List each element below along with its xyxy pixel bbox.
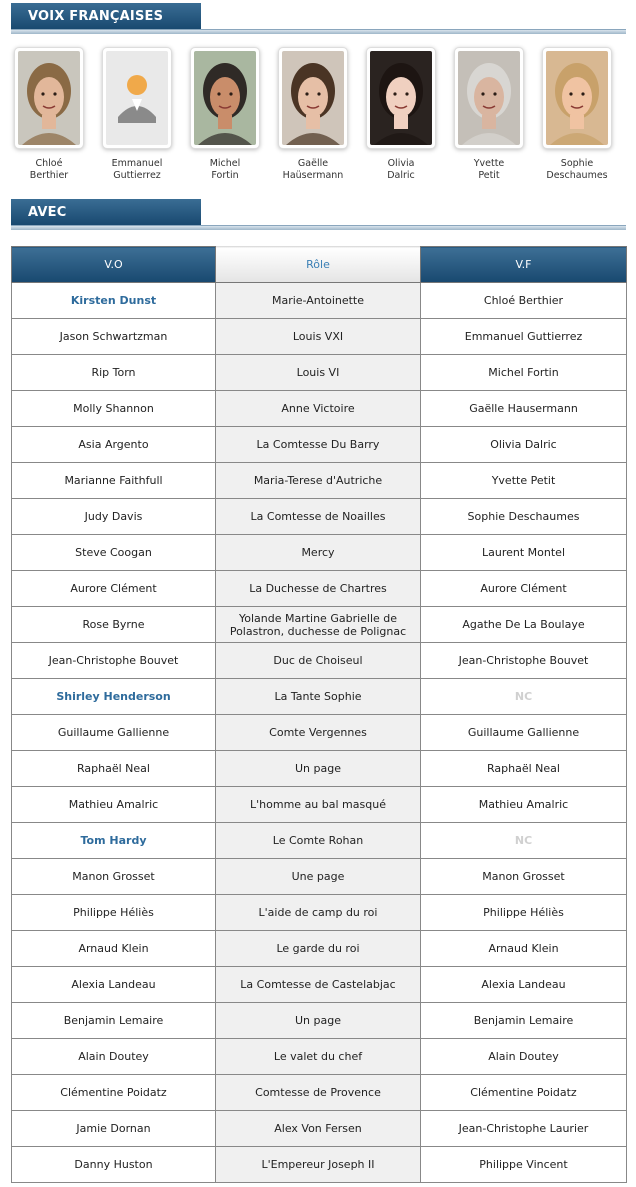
voice-actor-card[interactable] (451, 47, 527, 182)
voice-actor-name[interactable] (187, 158, 263, 182)
cell-role: Anne Victoire (216, 391, 421, 427)
voice-actor-name[interactable] (99, 158, 175, 182)
cell-vo: Manon Grosset (12, 859, 216, 895)
cell-vo: Asia Argento (12, 427, 216, 463)
table-row (12, 499, 627, 535)
voice-actor-name[interactable] (451, 158, 527, 182)
voice-actor-last-name: Dalric (387, 170, 415, 181)
voice-actor-first-name: Chloé (35, 158, 63, 169)
cell-role: La Tante Sophie (216, 679, 421, 715)
table-row (12, 1003, 627, 1039)
cell-role: Une page (216, 859, 421, 895)
voice-actor-photo-frame[interactable] (542, 47, 612, 149)
section-header-voix (11, 3, 626, 33)
cell-vo: Arnaud Klein (12, 931, 216, 967)
cell-role: Un page (216, 1003, 421, 1039)
cell-vo: Marianne Faithfull (12, 463, 216, 499)
column-header-role: Rôle (216, 247, 421, 283)
voice-actor-first-name: Michel (209, 158, 241, 169)
cell-role: Marie-Antoinette (216, 283, 421, 319)
table-row (12, 679, 627, 715)
cell-vf: Aurore Clément (421, 571, 627, 607)
table-row (12, 859, 627, 895)
actor-portrait (458, 51, 520, 145)
cell-vo: Alain Doutey (12, 1039, 216, 1075)
cell-role: La Duchesse de Chartres (216, 571, 421, 607)
cell-vf: Yvette Petit (421, 463, 627, 499)
table-row (12, 931, 627, 967)
cell-role: Comte Vergennes (216, 715, 421, 751)
cell-vf: Philippe Héliès (421, 895, 627, 931)
cell-role: Un page (216, 751, 421, 787)
cell-vo: Mathieu Amalric (12, 787, 216, 823)
cell-vo: Aurore Clément (12, 571, 216, 607)
voice-actor-first-name: Olivia (387, 158, 415, 169)
cell-vo: Raphaël Neal (12, 751, 216, 787)
cell-vf: Chloé Berthier (421, 283, 627, 319)
cell-vo[interactable]: Tom Hardy (12, 823, 216, 859)
cell-role: L'homme au bal masqué (216, 787, 421, 823)
cell-role: L'Empereur Joseph II (216, 1147, 421, 1183)
cell-vf: Laurent Montel (421, 535, 627, 571)
section-title-avec: AVEC (11, 199, 201, 227)
table-row (12, 967, 627, 1003)
cell-vf: Manon Grosset (421, 859, 627, 895)
cell-role: Alex Von Fersen (216, 1111, 421, 1147)
voice-actor-photo-frame[interactable] (366, 47, 436, 149)
actor-portrait (194, 51, 256, 145)
table-row (12, 1075, 627, 1111)
cell-role: Yolande Martine Gabrielle de Polastron, duchesse de Polignac (216, 607, 421, 643)
voice-actor-name[interactable] (539, 158, 615, 182)
voice-actor-first-name: Gaëlle (297, 158, 329, 169)
cell-role: La Comtesse de Castelabjac (216, 967, 421, 1003)
cell-vf: NC (421, 679, 627, 715)
cell-vf: Philippe Vincent (421, 1147, 627, 1183)
voice-actors-gallery (11, 47, 626, 193)
section-divider (11, 225, 626, 230)
voice-actor-card[interactable] (187, 47, 263, 182)
section-divider (11, 29, 626, 34)
cell-vf: Jean-Christophe Laurier (421, 1111, 627, 1147)
cell-role: Mercy (216, 535, 421, 571)
voice-actor-photo-frame[interactable] (278, 47, 348, 149)
cell-vf: Mathieu Amalric (421, 787, 627, 823)
column-header-vf: V.F (421, 247, 627, 283)
default-avatar-icon (106, 51, 168, 145)
table-row (12, 895, 627, 931)
voice-actor-first-name: Sophie (560, 158, 594, 169)
actor-portrait (370, 51, 432, 145)
table-row (12, 1147, 627, 1183)
cell-vf: Clémentine Poidatz (421, 1075, 627, 1111)
voice-actor-last-name: Guttierrez (113, 170, 161, 181)
voice-actor-card[interactable] (275, 47, 351, 182)
voice-actor-photo-frame[interactable] (102, 47, 172, 149)
table-row (12, 715, 627, 751)
cell-role: Le Comte Rohan (216, 823, 421, 859)
table-row (12, 607, 627, 643)
cell-role: La Comtesse de Noailles (216, 499, 421, 535)
cell-vo: Alexia Landeau (12, 967, 216, 1003)
cell-vf: Michel Fortin (421, 355, 627, 391)
cell-vf: Alain Doutey (421, 1039, 627, 1075)
cell-vo: Benjamin Lemaire (12, 1003, 216, 1039)
column-header-vo: V.O (12, 247, 216, 283)
voice-actor-first-name: Emmanuel (111, 158, 163, 169)
section-header-avec (11, 199, 626, 229)
cell-vo: Rose Byrne (12, 607, 216, 643)
table-row (12, 319, 627, 355)
cell-vf: Emmanuel Guttierrez (421, 319, 627, 355)
cell-vf: Benjamin Lemaire (421, 1003, 627, 1039)
cell-vo[interactable]: Kirsten Dunst (12, 283, 216, 319)
voice-actor-photo-frame[interactable] (454, 47, 524, 149)
actor-portrait (282, 51, 344, 145)
cell-vo: Guillaume Gallienne (12, 715, 216, 751)
table-row (12, 1111, 627, 1147)
voice-actor-card[interactable] (11, 47, 87, 182)
cell-vo: Steve Coogan (12, 535, 216, 571)
cell-role: Louis VI (216, 355, 421, 391)
cell-vf: Gaëlle Hausermann (421, 391, 627, 427)
cell-vf: Olivia Dalric (421, 427, 627, 463)
cell-vf: Guillaume Gallienne (421, 715, 627, 751)
voice-actor-last-name: Petit (478, 170, 500, 181)
voice-actor-last-name: Berthier (29, 170, 69, 181)
cell-vf: Sophie Deschaumes (421, 499, 627, 535)
voice-actor-first-name: Yvette (473, 158, 505, 169)
voice-actor-last-name: Haüsermann (282, 170, 344, 181)
voice-actor-photo-frame[interactable] (14, 47, 84, 149)
cell-role: La Comtesse Du Barry (216, 427, 421, 463)
cell-role: Le valet du chef (216, 1039, 421, 1075)
table-row (12, 535, 627, 571)
cell-vo: Jamie Dornan (12, 1111, 216, 1147)
voice-actor-name[interactable] (275, 158, 351, 182)
cell-vf: Arnaud Klein (421, 931, 627, 967)
cast-table (11, 246, 627, 1183)
cell-vf: Agathe De La Boulaye (421, 607, 627, 643)
table-row (12, 355, 627, 391)
section-title-voix: VOIX FRANÇAISES (11, 3, 201, 31)
voice-actor-last-name: Deschaumes (546, 170, 608, 181)
table-row (12, 391, 627, 427)
cell-role: Duc de Choiseul (216, 643, 421, 679)
cell-role: Le garde du roi (216, 931, 421, 967)
cell-vf: Alexia Landeau (421, 967, 627, 1003)
table-row (12, 571, 627, 607)
table-row (12, 1039, 627, 1075)
cell-vf: Jean-Christophe Bouvet (421, 643, 627, 679)
cell-vo: Clémentine Poidatz (12, 1075, 216, 1111)
voice-actor-last-name: Fortin (211, 170, 239, 181)
actor-portrait (18, 51, 80, 145)
cell-role: Comtesse de Provence (216, 1075, 421, 1111)
voice-actor-name[interactable] (363, 158, 439, 182)
cell-vf: NC (421, 823, 627, 859)
voice-actor-card[interactable] (363, 47, 439, 182)
table-row (12, 751, 627, 787)
table-row (12, 643, 627, 679)
cell-role: L'aide de camp du roi (216, 895, 421, 931)
cast-table-header (12, 247, 627, 283)
cell-vo: Philippe Héliès (12, 895, 216, 931)
voice-actor-name[interactable] (11, 158, 87, 182)
cell-vo: Danny Huston (12, 1147, 216, 1183)
voice-actor-card[interactable] (99, 47, 175, 182)
table-row (12, 463, 627, 499)
cell-vo[interactable]: Shirley Henderson (12, 679, 216, 715)
cell-vo: Jean-Christophe Bouvet (12, 643, 216, 679)
voice-actor-photo-frame[interactable] (190, 47, 260, 149)
table-row (12, 823, 627, 859)
voice-actor-card[interactable] (539, 47, 615, 182)
cell-vo: Rip Torn (12, 355, 216, 391)
cell-role: Louis VXI (216, 319, 421, 355)
cell-vo: Judy Davis (12, 499, 216, 535)
table-row (12, 787, 627, 823)
cell-role: Maria-Terese d'Autriche (216, 463, 421, 499)
actor-portrait (546, 51, 608, 145)
table-row (12, 283, 627, 319)
cell-vf: Raphaël Neal (421, 751, 627, 787)
table-row (12, 427, 627, 463)
cell-vo: Jason Schwartzman (12, 319, 216, 355)
cell-vo: Molly Shannon (12, 391, 216, 427)
